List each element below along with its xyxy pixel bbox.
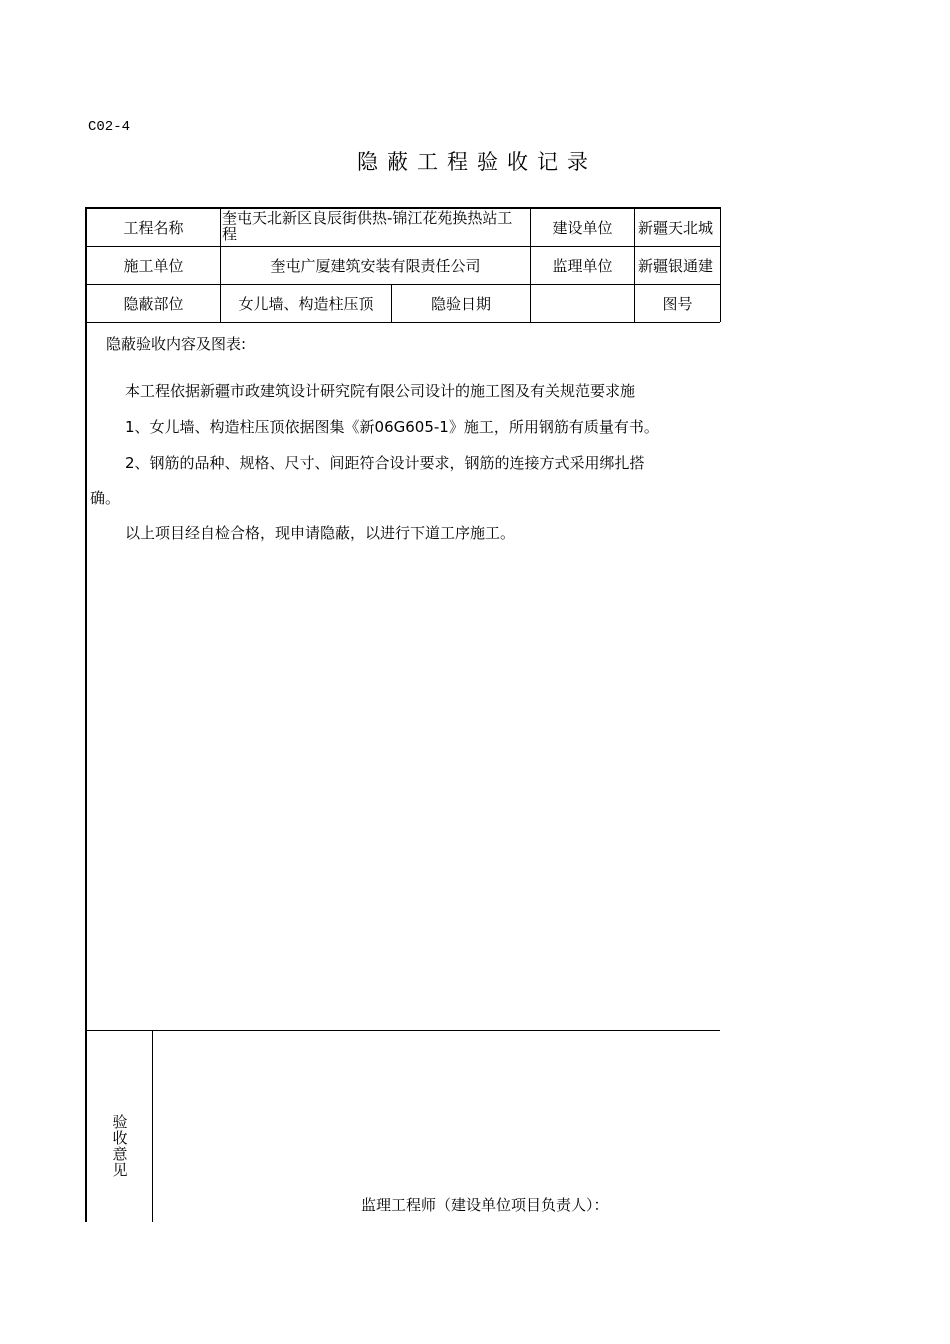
content-heading: 隐蔽验收内容及图表: [106,335,247,353]
form-code: C02-4 [88,119,131,135]
part-value: 女儿墙、构造柱压顶 [238,295,374,313]
section-divider [86,1030,720,1031]
content-line-2: 1、女儿墙、构造柱压顶依据图集《新06G605-1》施工，所用钢筋有质量有书。 [125,418,659,436]
supervisor-label: 监理单位 [552,257,613,275]
owner-label: 建设单位 [552,219,613,237]
row-divider [86,322,720,323]
contractor-value: 奎屯广厦建筑安装有限责任公司 [270,257,481,275]
content-line-3-cont: 确。 [90,489,121,507]
project-name-label: 工程名称 [123,219,184,237]
date-label: 隐验日期 [430,295,491,313]
drawing-label: 图号 [662,295,693,313]
supervisor-value: 新疆银通建 [638,257,714,275]
content-line-3: 2、钢筋的品种、规格、尺寸、间距符合设计要求，钢筋的连接方式采用绑扎搭 [125,454,645,472]
table-left-border [85,207,87,1222]
content-line-1: 本工程依据新疆市政建筑设计研究院有限公司设计的施工图及有关规范要求施 [125,382,636,400]
col-divider [720,207,721,322]
contractor-label: 施工单位 [123,257,184,275]
date-value [531,285,634,322]
part-label: 隐蔽部位 [123,295,184,313]
page-title: 隐蔽工程验收记录 [357,150,597,174]
opinion-divider [152,1030,153,1222]
owner-value: 新疆天北城 [638,219,714,237]
signer-label: 监理工程师（建设单位项目负责人）： [361,1196,609,1214]
project-name-value: 奎屯天北新区良辰街供热-锦江花苑换热站工程 [222,209,513,243]
content-line-4: 以上项目经自检合格，现申请隐蔽，以进行下道工序施工。 [125,524,516,542]
opinion-label: 验收意见 [112,1113,128,1179]
